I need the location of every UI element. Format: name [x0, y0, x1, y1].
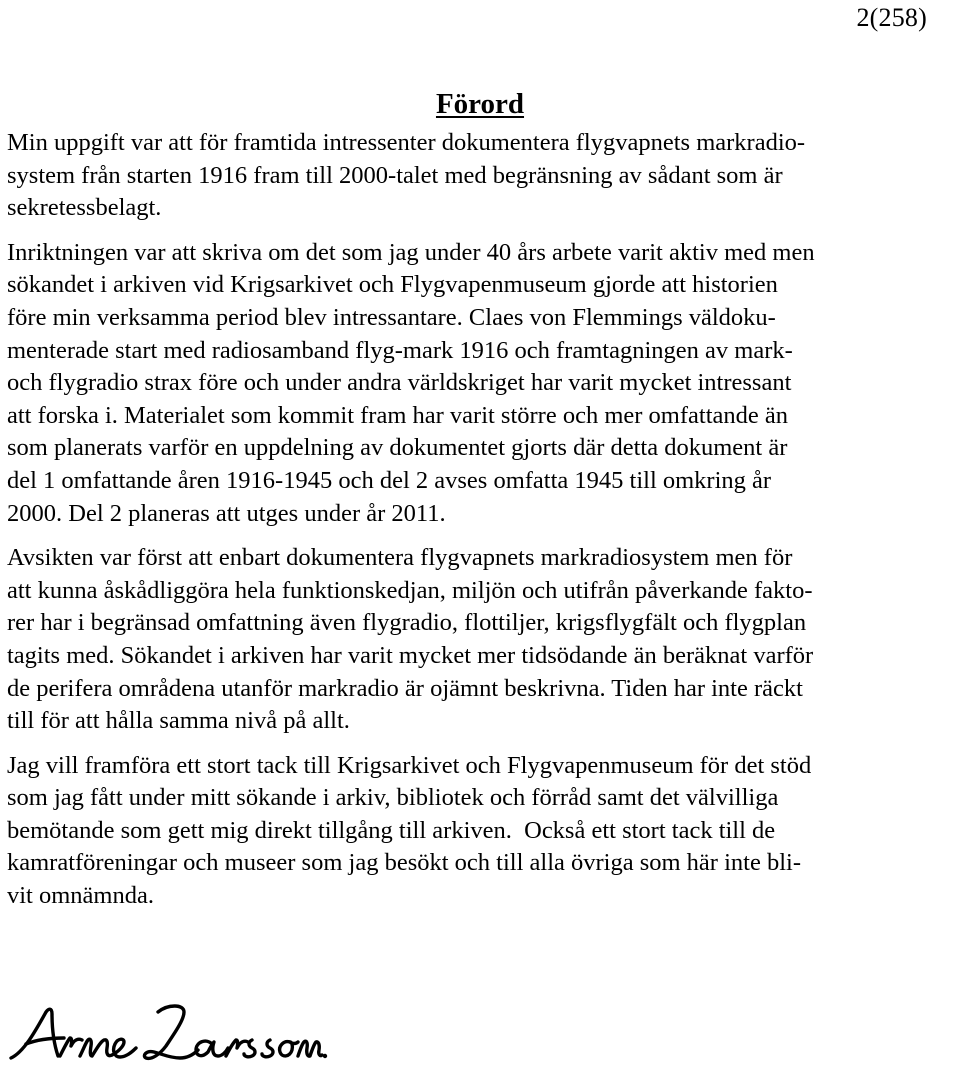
page-number: 2(258) — [856, 3, 927, 32]
paragraph-purpose: Min uppgift var att för framtida intressenter dokumentera flygvapnets markradio- system från starten 1916 fram till 2000-talet med begränsning av sådant som är sekretessbelagt. — [7, 129, 806, 222]
paragraph-focus: Inriktningen var att skriva om det som jag under 40 års arbete varit aktiv med men sökandet i arkiven vid Krigsarkivet och Flygvapenmuseum gjorde att historien före min verksamma period blev intressantare. Claes von Flemmings väldoku- menterade start med radiosamband flyg-mark 1916 och framtagningen av mark- och flygradio strax före och under andra världskriget har varit mycket intressant att forska i. Materialet som kommit fram har varit större och mer omfattande än som planerats varför en uppdelning av dokumentet gjorts där detta dokument är del 1 omfattande åren 1916-1945 och del 2 avses omfatta 1945 till omkring år 2000. Del 2 planeras att utges under år 2011. — [7, 238, 815, 527]
handwritten-signature — [8, 1000, 328, 1067]
document-body — [7, 127, 947, 913]
paragraph-intention: Avsikten var först att enbart dokumentera flygvapnets markradiosystem men för att kunna åskådliggöra hela funktionskedjan, miljön och utifrån påverkande fakto- rer har i begränsad omfattning även flygradio, flottiljer, krigsflygfält och flygplan tagits med. Sökandet i arkiven har varit mycket mer tidsödande än beräknat varför de perifera områdena utanför markradio är ojämnt beskrivna. Tiden har inte räckt till för att hålla samma nivå på allt. — [7, 544, 814, 735]
page-title: Förord — [435, 88, 525, 120]
paragraph-thanks: Jag vill framföra ett stort tack till Krigsarkivet och Flygvapenmuseum för det stöd som jag fått under mitt sökande i arkiv, bibliotek och förråd samt det välvilliga bemötande som gett mig direkt tillgång till arkiven. Också ett stort tack till de kamratföreningar och museer som jag besökt och till alla övriga som här inte bli- vit omnämnda. — [7, 751, 812, 910]
